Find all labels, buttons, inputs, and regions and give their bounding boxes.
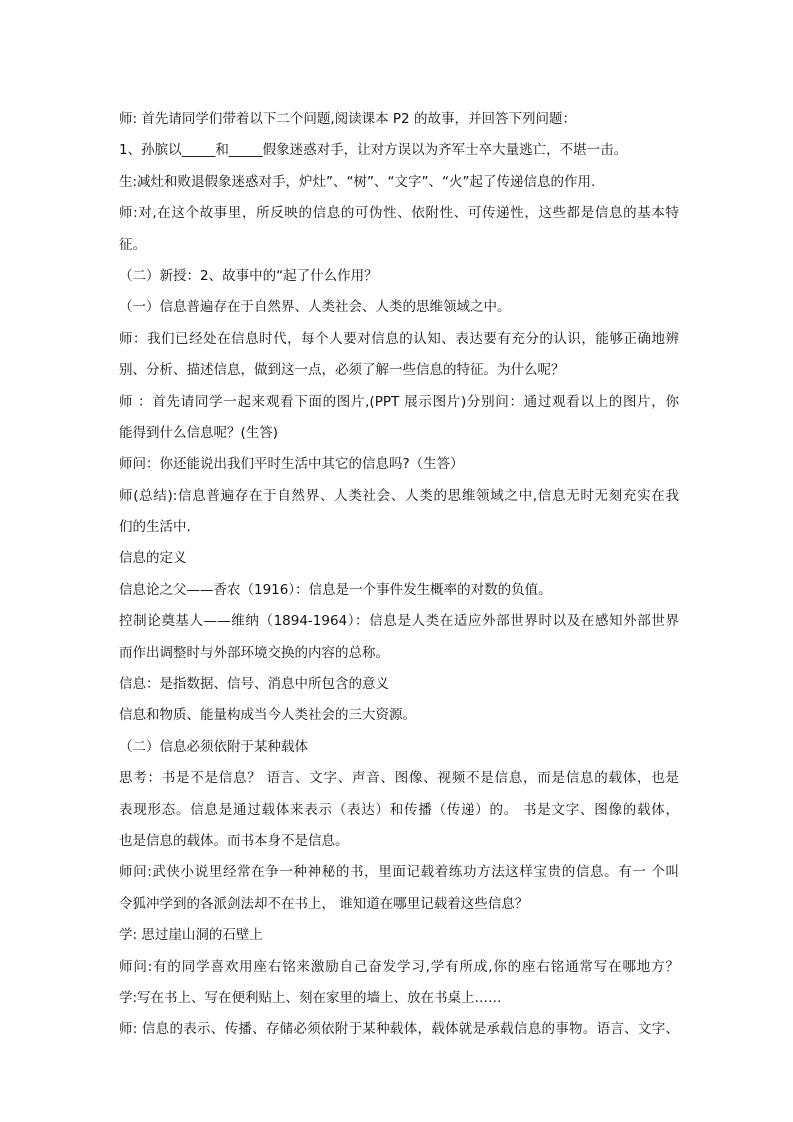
text-line: 表现形态。信息是通过载体来表示（表达）和传播（传递）的。 书是文字、图像的载体， [119,801,679,818]
text-line: 控制论奠基人——维纳（1894-1964）：信息是人类在适应外部世界时以及在感知外部世界 [119,613,679,630]
text-line: 师问:有的同学喜欢用座右铭来激励自己奋发学习,学有所成,你的座右铭通常写在哪地方？ [119,958,679,975]
text-line: 令狐冲学到的各派剑法却不在书上， 谁知道在哪里记载着这些信息？ [119,895,529,912]
text-line: 学:写在书上、写在便利贴上、刻在家里的墙上、放在书桌上…… [119,989,502,1006]
text-line: 信息和物质、能量构成当今人类社会的三大资源。 [119,707,416,724]
text-line: 学: 思过崖山洞的石壁上 [119,927,263,944]
text-line: 师: 信息的表示、传播、存储必须依附于某种载体，载体就是承载信息的事物。语言、文字、 [119,1021,679,1038]
text-line: 也是信息的载体。而书本身不是信息。 [119,832,349,849]
text-line: 征。 [119,236,146,253]
text-line: 师问：你还能说出我们平时生活中其它的信息吗?（生答） [119,456,464,473]
text-line: 师:对,在这个故事里，所反映的信息的可伪性、依附性、可传递性，这些都是信息的基本特 [119,205,679,222]
section-heading: 信息的定义 [119,550,187,567]
text-line: 师 ：首先请同学一起来观看下面的图片,(PPT 展示图片)分别问：通过观看以上的图片，你 [119,393,679,410]
text-line: 生:减灶和败退假象迷惑对手，炉灶”、“树”、“文字”、“火”起了传递信息的作用. [119,173,596,190]
text-line: 思考：书是不是信息？ 语言、文字、声音、图像、视频不是信息，而是信息的载体，也是 [119,770,679,787]
section-heading: （一）信息普遍存在于自然界、人类社会、人类的思维领域之中。 [119,299,511,316]
section-heading: （二）信息必须依附于某种载体 [119,738,308,755]
text-line: 而作出调整时与外部环境交换的内容的总称。 [119,644,389,661]
text-line: 信息论之父——香农（1916）：信息是一个事件发生概率的对数的负值。 [119,581,552,598]
text-line: 信息：是指数据、信号、消息中所包含的意义 [119,676,389,693]
section-heading: （二）新授：2、故事中的“起了什么作用？ [119,267,378,284]
text-line: 师问:武侠小说里经常在争一种神秘的书，里面记载着练功方法这样宝贵的信息。有一 个叫 [119,864,679,881]
text-line: 别、分析、描述信息，做到这一点，必须了解一些信息的特征。为什么呢？ [119,362,565,379]
text-line: 们的生活中. [119,519,191,536]
text-line: 师(总结):信息普遍存在于自然界、人类社会、人类的思维领域之中,信息无时无刻充实在我 [119,487,679,504]
text-line: 师: 首先请同学们带着以下二个问题,阅读课本 P2 的故事，并回答下列问题： [119,111,576,127]
document-body [119,104,679,1046]
text-line: 1、孙膑以_____和_____假象迷惑对手，让对方误以为齐军士卒大量逃亡，不堪一击。 [119,142,628,159]
text-line: 能得到什么信息呢？(生答) [119,424,279,441]
text-line: 师：我们已经处在信息时代，每个人要对信息的认知、表达要有充分的认识，能够正确地辨 [119,330,679,347]
